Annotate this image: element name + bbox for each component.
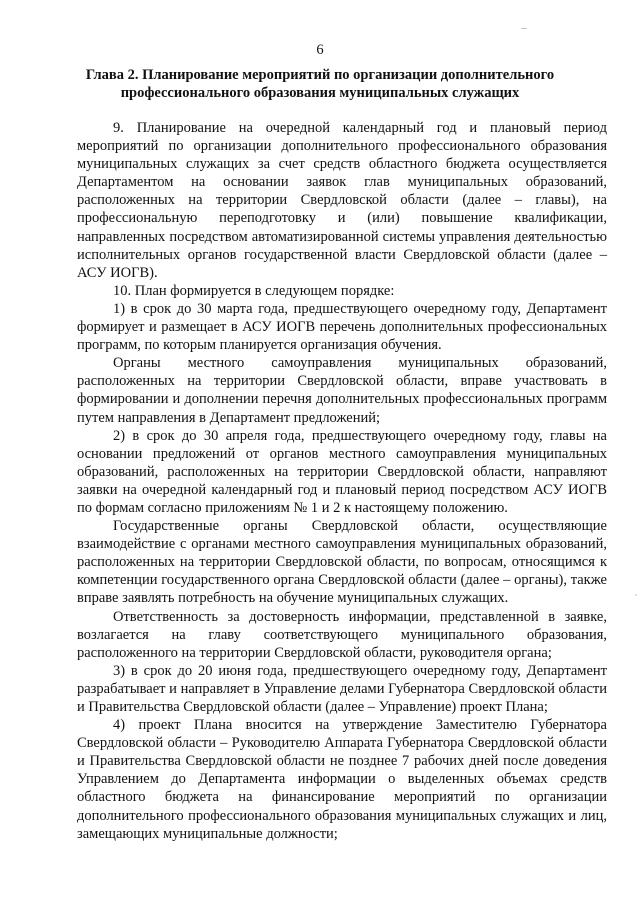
paragraph-state-bodies: Государственные органы Свердловской области, осуществляющие взаимодействие с органами местного самоуправления муниципальных образований, расположенных на территории Свердловской области, по вопросам, относящимся к компетенции государственного органа Свердловской области (далее – органы), также вправе заявлять потребность на обучение муниципальных служащих.	[77, 518, 607, 607]
paragraph-9: 9. Планирование на очередной календарный год и плановый период мероприятий по организации дополнительного профессионального образования муниципальных служащих за счет средств областного бюджета осуществляется Департаментом на основании заявок глав муниципальных образований, расположенных на территории Свердловской области (далее – главы), на профессиональную переподготовку и (или) повышение квалификации, направленных посредством автоматизированной системы управления деятельностью исполнительных органов государственной власти Свердловской области (далее – АСУ ИОГВ).	[77, 120, 607, 281]
page-number: 6	[316, 42, 324, 58]
chapter-title: Глава 2. Планирование мероприятий по организации дополнительного профессионального образования муниципальных служащих	[85, 67, 555, 101]
paragraph-10-item-4: 4) проект Плана вносится на утверждение Заместителю Губернатора Свердловской области – Руководителю Аппарата Губернатора Свердловской области и Правительства Свердловской области не позднее 7 рабочих дней после доведения Управлением до Департамента информации о выделенных объемах средств областного бюджета на финансирование мероприятий по организации дополнительного профессионального образования муниципальных служащих и лиц, замещающих муниципальные должности;	[77, 717, 607, 842]
scan-artifact	[635, 594, 637, 596]
paragraph-10-item-3: 3) в срок до 20 июня года, предшествующего очередному году, Департамент разрабатывает и направляет в Управление делами Губернатора Свердловской области и Правительства Свердловской области (далее – Управление) проект Плана;	[77, 662, 607, 715]
paragraph-10-item-1: 1) в срок до 30 марта года, предшествующего очередному году, Департамент формирует и размещает в АСУ ИОГВ перечень дополнительных профессиональных программ, по которым планируется организация обучения.	[77, 300, 607, 354]
paragraph-local-government-proposals: Органы местного самоуправления муниципальных образований, расположенных на территории Свердловской области, вправе участвовать в формировании и дополнении перечня дополнительных профессиональных программ путем направления в Департамент предложений;	[77, 355, 607, 426]
document-body	[77, 119, 607, 843]
paragraph-10-item-2: 2) в срок до 30 апреля года, предшествующего очередному году, главы на основании предложений от органов местного самоуправления муниципальных образований, расположенных на территории Свердловской области, направляют заявки на очередной календарный год и плановый период посредством АСУ ИОГВ по формам согласно приложениям № 1 и 2 к настоящему положению.	[77, 427, 607, 516]
paragraph-responsibility: Ответственность за достоверность информации, представленной в заявке, возлагается на главу соответствующего муниципального образования, расположенного на территории Свердловской области, руководителя органа;	[77, 608, 607, 661]
paragraph-10: 10. План формируется в следующем порядке:	[113, 282, 395, 299]
scan-artifact	[521, 28, 527, 29]
